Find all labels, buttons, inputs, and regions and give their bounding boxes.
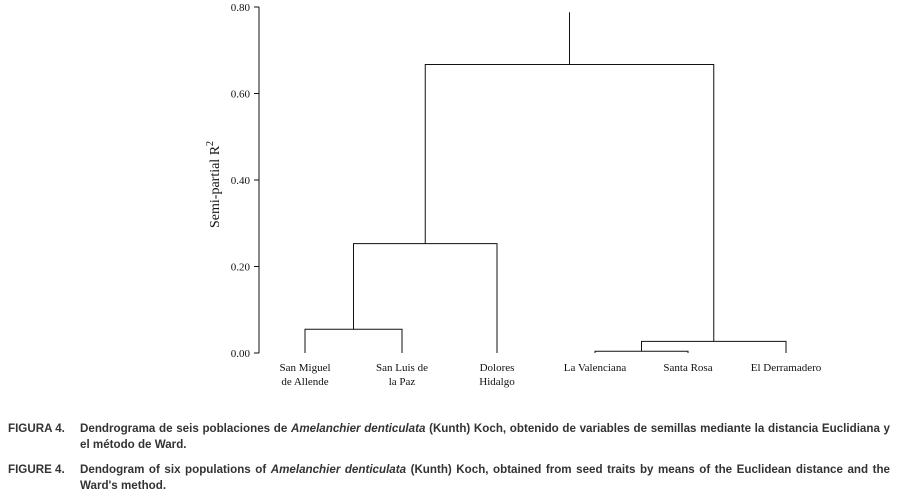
leaf-label: El Derramadero (750, 362, 822, 374)
y-axis (231, 2, 259, 360)
y-axis-title: Semi-partial $R^2$ (205, 140, 223, 228)
caption-english-text-after: (Kunth) Koch, obtained from seed traits by means of the Euclidean distance and the Ward's method. (80, 463, 890, 492)
y-tick-label: 0.60 (230, 88, 250, 101)
merge-link (305, 329, 402, 353)
merge-link (595, 351, 688, 353)
leaf-label: La Valenciana (563, 362, 627, 374)
caption-spanish-lead: FIGURA 4. (8, 422, 65, 435)
caption-spanish-text-before: Dendrograma de seis poblaciones de (80, 422, 288, 435)
caption-spanish (8, 421, 894, 453)
y-tick-label: 0.20 (230, 261, 250, 274)
caption-english-text-before: Dendogram of six populations of (80, 463, 267, 476)
caption-spanish-text-after: (Kunth) Koch, obtenido de variables de semillas mediante la distancia Euclidiana y el método de Ward. (80, 422, 891, 451)
caption-english (8, 462, 894, 494)
leaf-label: San Luis de (376, 362, 428, 374)
dendrogram-links (305, 12, 786, 353)
y-tick-label: 0.80 (230, 2, 250, 14)
leaf-label: Dolores (479, 362, 515, 374)
leaf-labels (279, 362, 821, 388)
caption-english-body (80, 462, 890, 494)
caption-english-species: Amelanchier denticulata (270, 463, 407, 476)
leaf-label: San Miguel (279, 362, 331, 374)
leaf-label-line2: de Allende (281, 376, 329, 388)
leaf-label-line2: la Paz (388, 376, 416, 388)
y-tick-label: 0.00 (230, 348, 250, 360)
merge-link (425, 65, 714, 342)
y-tick-label: 0.40 (230, 175, 250, 187)
leaf-label: Santa Rosa (663, 362, 713, 374)
caption-spanish-body (80, 421, 890, 453)
leaf-label-line2: Hidalgo (479, 376, 515, 388)
caption-spanish-species: Amelanchier denticulata (290, 422, 426, 435)
caption-english-lead: FIGURE 4. (8, 463, 65, 476)
merge-link (354, 244, 498, 353)
